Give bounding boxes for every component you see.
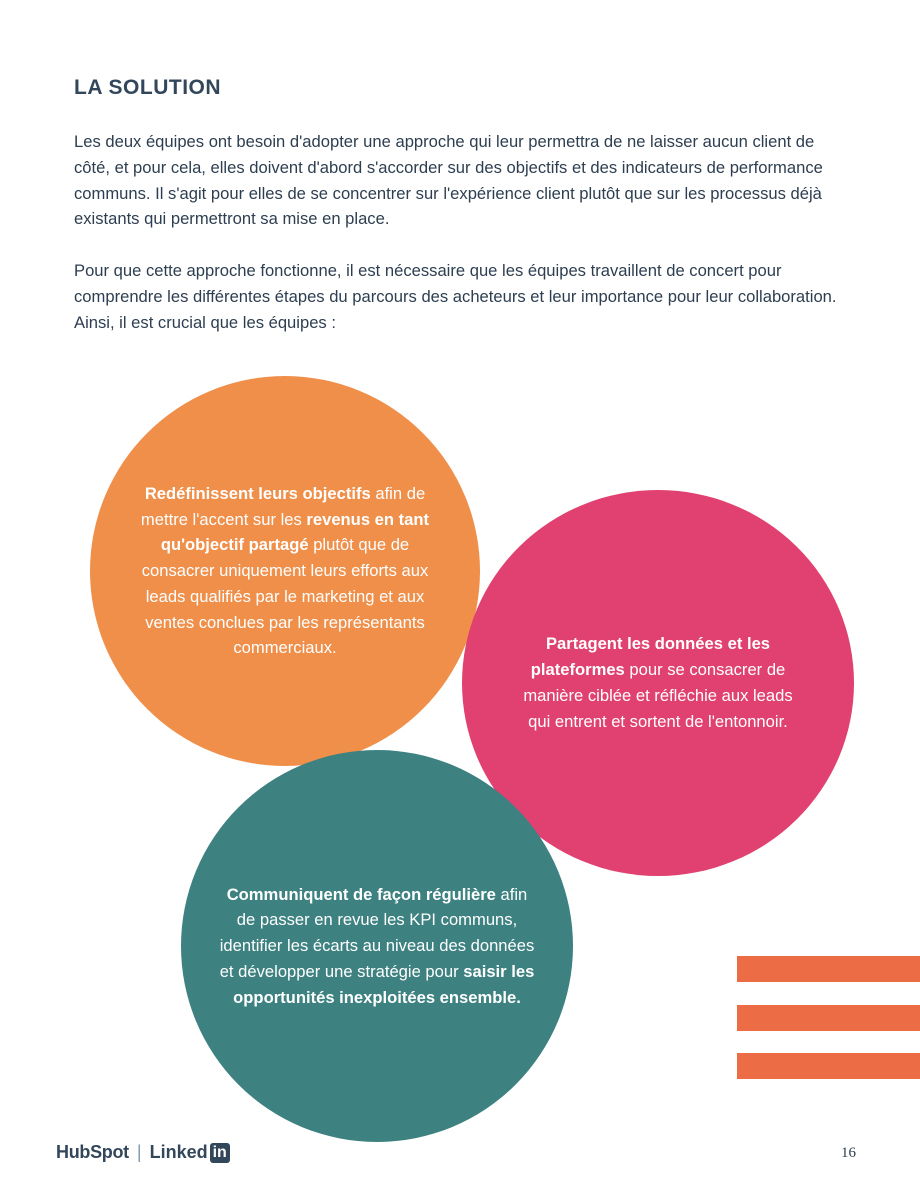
page-heading: LA SOLUTION	[74, 76, 222, 99]
linkedin-logo-text: Linked	[149, 1142, 208, 1162]
footer-logos	[56, 1142, 230, 1163]
decorative-bar-1	[737, 956, 920, 982]
objectives-text-part2: plutôt que de consacrer uniquement leurs efforts aux leads qualifiés par le marketing et aux ventes conclues par les représentants commerciaux.	[141, 535, 429, 658]
objectives-circle	[90, 376, 480, 766]
logo-separator: |	[136, 1142, 142, 1162]
hubspot-logo: HubSpot	[56, 1142, 129, 1162]
objectives-bold-revenue: revenus en tant qu'objectif partagé	[160, 509, 430, 555]
linkedin-in-box: in	[210, 1143, 230, 1163]
page-number: 16	[841, 1145, 856, 1161]
linkedin-logo	[150, 1142, 230, 1163]
objectives-text	[140, 481, 430, 662]
data-sharing-text-part1: pour se consacrer de manière ciblée et réfléchie aux leads qui entrent et sortent de l'entonnoir.	[523, 660, 793, 731]
data-sharing-text	[518, 631, 798, 734]
communication-bold-title: Communiquent de façon régulière	[226, 884, 496, 904]
objectives-bold-title: Redéfinissent leurs objectifs	[144, 483, 371, 503]
communication-text	[217, 882, 537, 1011]
decorative-bar-2	[737, 1005, 920, 1031]
approach-paragraph: Pour que cette approche fonctionne, il est nécessaire que les équipes travaillent de concert pour comprendre les différentes étapes du parcours des acheteurs et leur importance pour leur collaboration. Ainsi, il est crucial que les équipes :	[74, 261, 837, 332]
communication-bold-opportunities: saisir les opportunités inexploitées ensemble.	[233, 961, 535, 1007]
data-sharing-bold-title: Partagent les données et les plateformes	[530, 634, 771, 680]
decorative-bar-3	[737, 1053, 920, 1079]
intro-paragraph: Les deux équipes ont besoin d'adopter une approche qui leur permettra de ne laisser aucun client de côté, et pour cela, elles doivent d'abord s'accorder sur des objectifs et des indicateurs de performance communs. Il s'agit pour elles de se concentrer sur l'expérience client plutôt que sur les processus déjà existants qui permettront sa mise en place.	[74, 132, 823, 229]
communication-circle	[181, 750, 573, 1142]
objectives-text-part1: afin de mettre l'accent sur les	[140, 483, 426, 529]
communication-text-part1: afin de passer en revue les KPI communs, identifier les écarts au niveau des données et développer une stratégie pour	[219, 884, 535, 981]
